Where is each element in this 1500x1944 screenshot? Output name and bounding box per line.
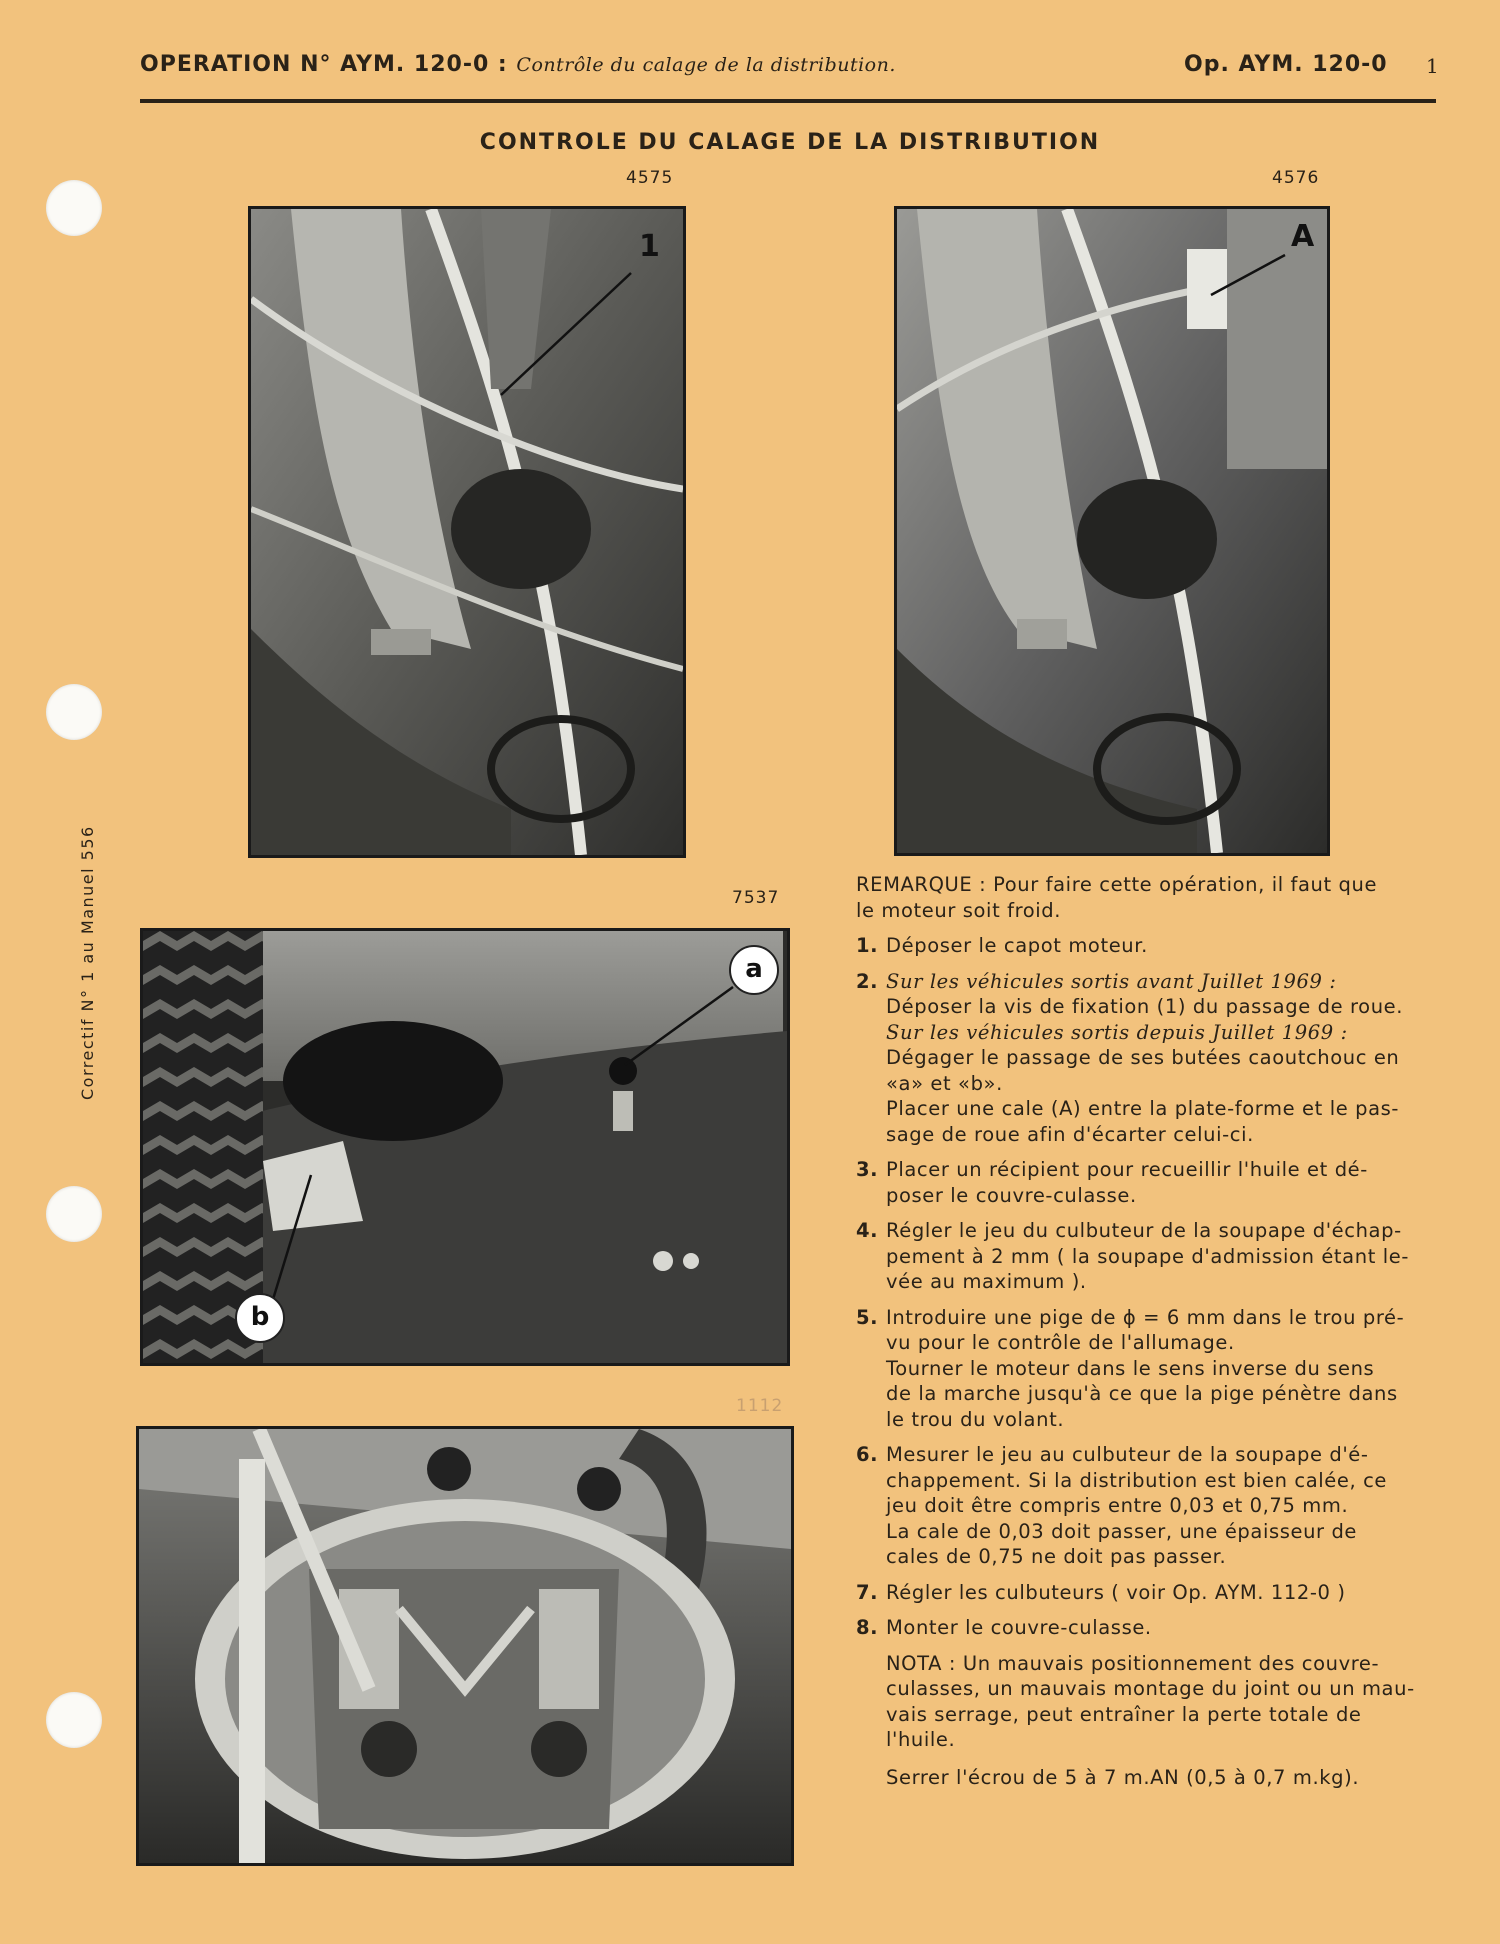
operation-title: Contrôle du calage de la distribution.	[516, 54, 896, 76]
step2-before-condition: Sur les véhicules sortis avant Juillet 1969 :	[886, 969, 1337, 993]
step-5	[856, 1305, 1446, 1433]
step-number: 6.	[856, 1443, 879, 1466]
step-number: 1.	[856, 934, 879, 957]
punch-hole-3	[46, 1186, 102, 1242]
photo-label-b: b	[235, 1293, 285, 1343]
step-line: chappement. Si la distribution est bien calée, ce	[886, 1468, 1388, 1492]
torque-instruction: Serrer l'écrou de 5 à 7 m.AN (0,5 à 0,7 m.kg).	[886, 1765, 1360, 1789]
header-rule	[140, 99, 1436, 103]
step-3	[856, 1157, 1446, 1208]
operation-reference: Op. AYM. 120-0	[1184, 52, 1388, 77]
step-line: Monter le couvre-culasse.	[886, 1616, 1152, 1639]
step-number: 7.	[856, 1580, 879, 1604]
step2-after-line: sage de roue afin d'écarter celui-ci.	[886, 1122, 1254, 1146]
step-line: cales de 0,75 ne doit pas passer.	[886, 1545, 1227, 1568]
procedure-text	[856, 872, 1446, 1802]
nota-line: culasses, un mauvais montage du joint ou un mau-	[886, 1677, 1415, 1700]
nota-line: vais serrage, peut entraîner la perte totale de	[886, 1702, 1362, 1726]
step-4	[856, 1218, 1446, 1295]
photo-label-a: a	[729, 945, 779, 995]
step2-after-condition: Sur les véhicules sortis depuis Juillet 1969 :	[886, 1020, 1348, 1044]
step-6	[856, 1442, 1446, 1570]
photo-engine-bay-screw	[248, 206, 686, 858]
step-line: pement à 2 mm ( la soupape d'admission étant le-	[886, 1244, 1409, 1268]
page-number: 1	[1426, 54, 1439, 78]
step-line: Régler les culbuteurs ( voir Op. AYM. 112-0 )	[886, 1580, 1346, 1604]
step-7	[856, 1580, 1446, 1606]
page-header	[140, 52, 1440, 92]
step-line: Introduire une pige de ϕ = 6 mm dans le trou pré-	[886, 1305, 1405, 1329]
step2-after-line: Dégager le passage de ses butées caoutchouc en	[886, 1046, 1400, 1069]
step-line: vu pour le contrôle de l'allumage.	[886, 1331, 1235, 1354]
remark-line-2: le moteur soit froid.	[856, 898, 1062, 922]
step2-after-line: Placer une cale (A) entre la plate-forme et le pas-	[886, 1097, 1400, 1120]
step-line: Régler le jeu du culbuteur de la soupape d'échap-	[886, 1219, 1402, 1242]
operation-heading	[140, 52, 896, 77]
photo-rocker-cover-gauge	[136, 1426, 794, 1866]
photo-label-A: A	[1291, 219, 1315, 254]
step-line: Placer un récipient pour recueillir l'huile et dé-	[886, 1158, 1368, 1181]
nota-line: l'huile.	[886, 1728, 956, 1751]
punch-hole-4	[46, 1692, 102, 1748]
step-line: de la marche jusqu'à ce que la pige pénètre dans	[886, 1382, 1398, 1405]
nota-line: NOTA : Un mauvais positionnement des couvre-	[886, 1651, 1380, 1675]
photo-label-1: 1	[639, 229, 660, 264]
remark-line-1: REMARQUE : Pour faire cette opération, il faut que	[856, 873, 1378, 896]
photo-wheel-arch-stops	[140, 928, 790, 1366]
photo-engine-bay-shim	[894, 206, 1330, 856]
page-title: CONTROLE DU CALAGE DE LA DISTRIBUTION	[479, 130, 1101, 155]
step-number: 3.	[856, 1158, 879, 1181]
step-number: 5.	[856, 1305, 879, 1329]
nota	[856, 1651, 1446, 1753]
step-8	[856, 1615, 1446, 1641]
photo-number-4576: 4576	[1272, 168, 1320, 188]
step-number: 4.	[856, 1219, 879, 1242]
step-line: vée au maximum ).	[886, 1270, 1087, 1293]
punch-hole-1	[46, 180, 102, 236]
photo-number-1112: 1112	[736, 1396, 784, 1416]
step-line: Mesurer le jeu au culbuteur de la soupape d'é-	[886, 1443, 1369, 1466]
step2-after-line: «a» et «b».	[886, 1071, 1003, 1095]
step-2	[856, 969, 1446, 1148]
photo-number-7537: 7537	[732, 888, 780, 908]
sidebar-correctif: Correctif N° 1 au Manuel 556	[78, 825, 97, 1100]
step-line: jeu doit être compris entre 0,03 et 0,75 mm.	[886, 1494, 1349, 1517]
step-1	[856, 933, 1446, 959]
step-line: poser le couvre-culasse.	[886, 1183, 1137, 1207]
punch-hole-2	[46, 684, 102, 740]
step-number: 2.	[856, 969, 879, 993]
step-line: Tourner le moteur dans le sens inverse du sens	[886, 1356, 1375, 1380]
step-line: Déposer le capot moteur.	[886, 934, 1148, 957]
step-line: le trou du volant.	[886, 1407, 1065, 1431]
photo-number-4575: 4575	[626, 168, 674, 188]
step2-before-action: Déposer la vis de fixation (1) du passage de roue.	[886, 995, 1404, 1018]
operation-number: OPERATION N° AYM. 120-0 :	[140, 52, 508, 77]
step-number: 8.	[856, 1616, 879, 1639]
remark	[856, 872, 1446, 923]
step-line: La cale de 0,03 doit passer, une épaisseur de	[886, 1519, 1358, 1543]
